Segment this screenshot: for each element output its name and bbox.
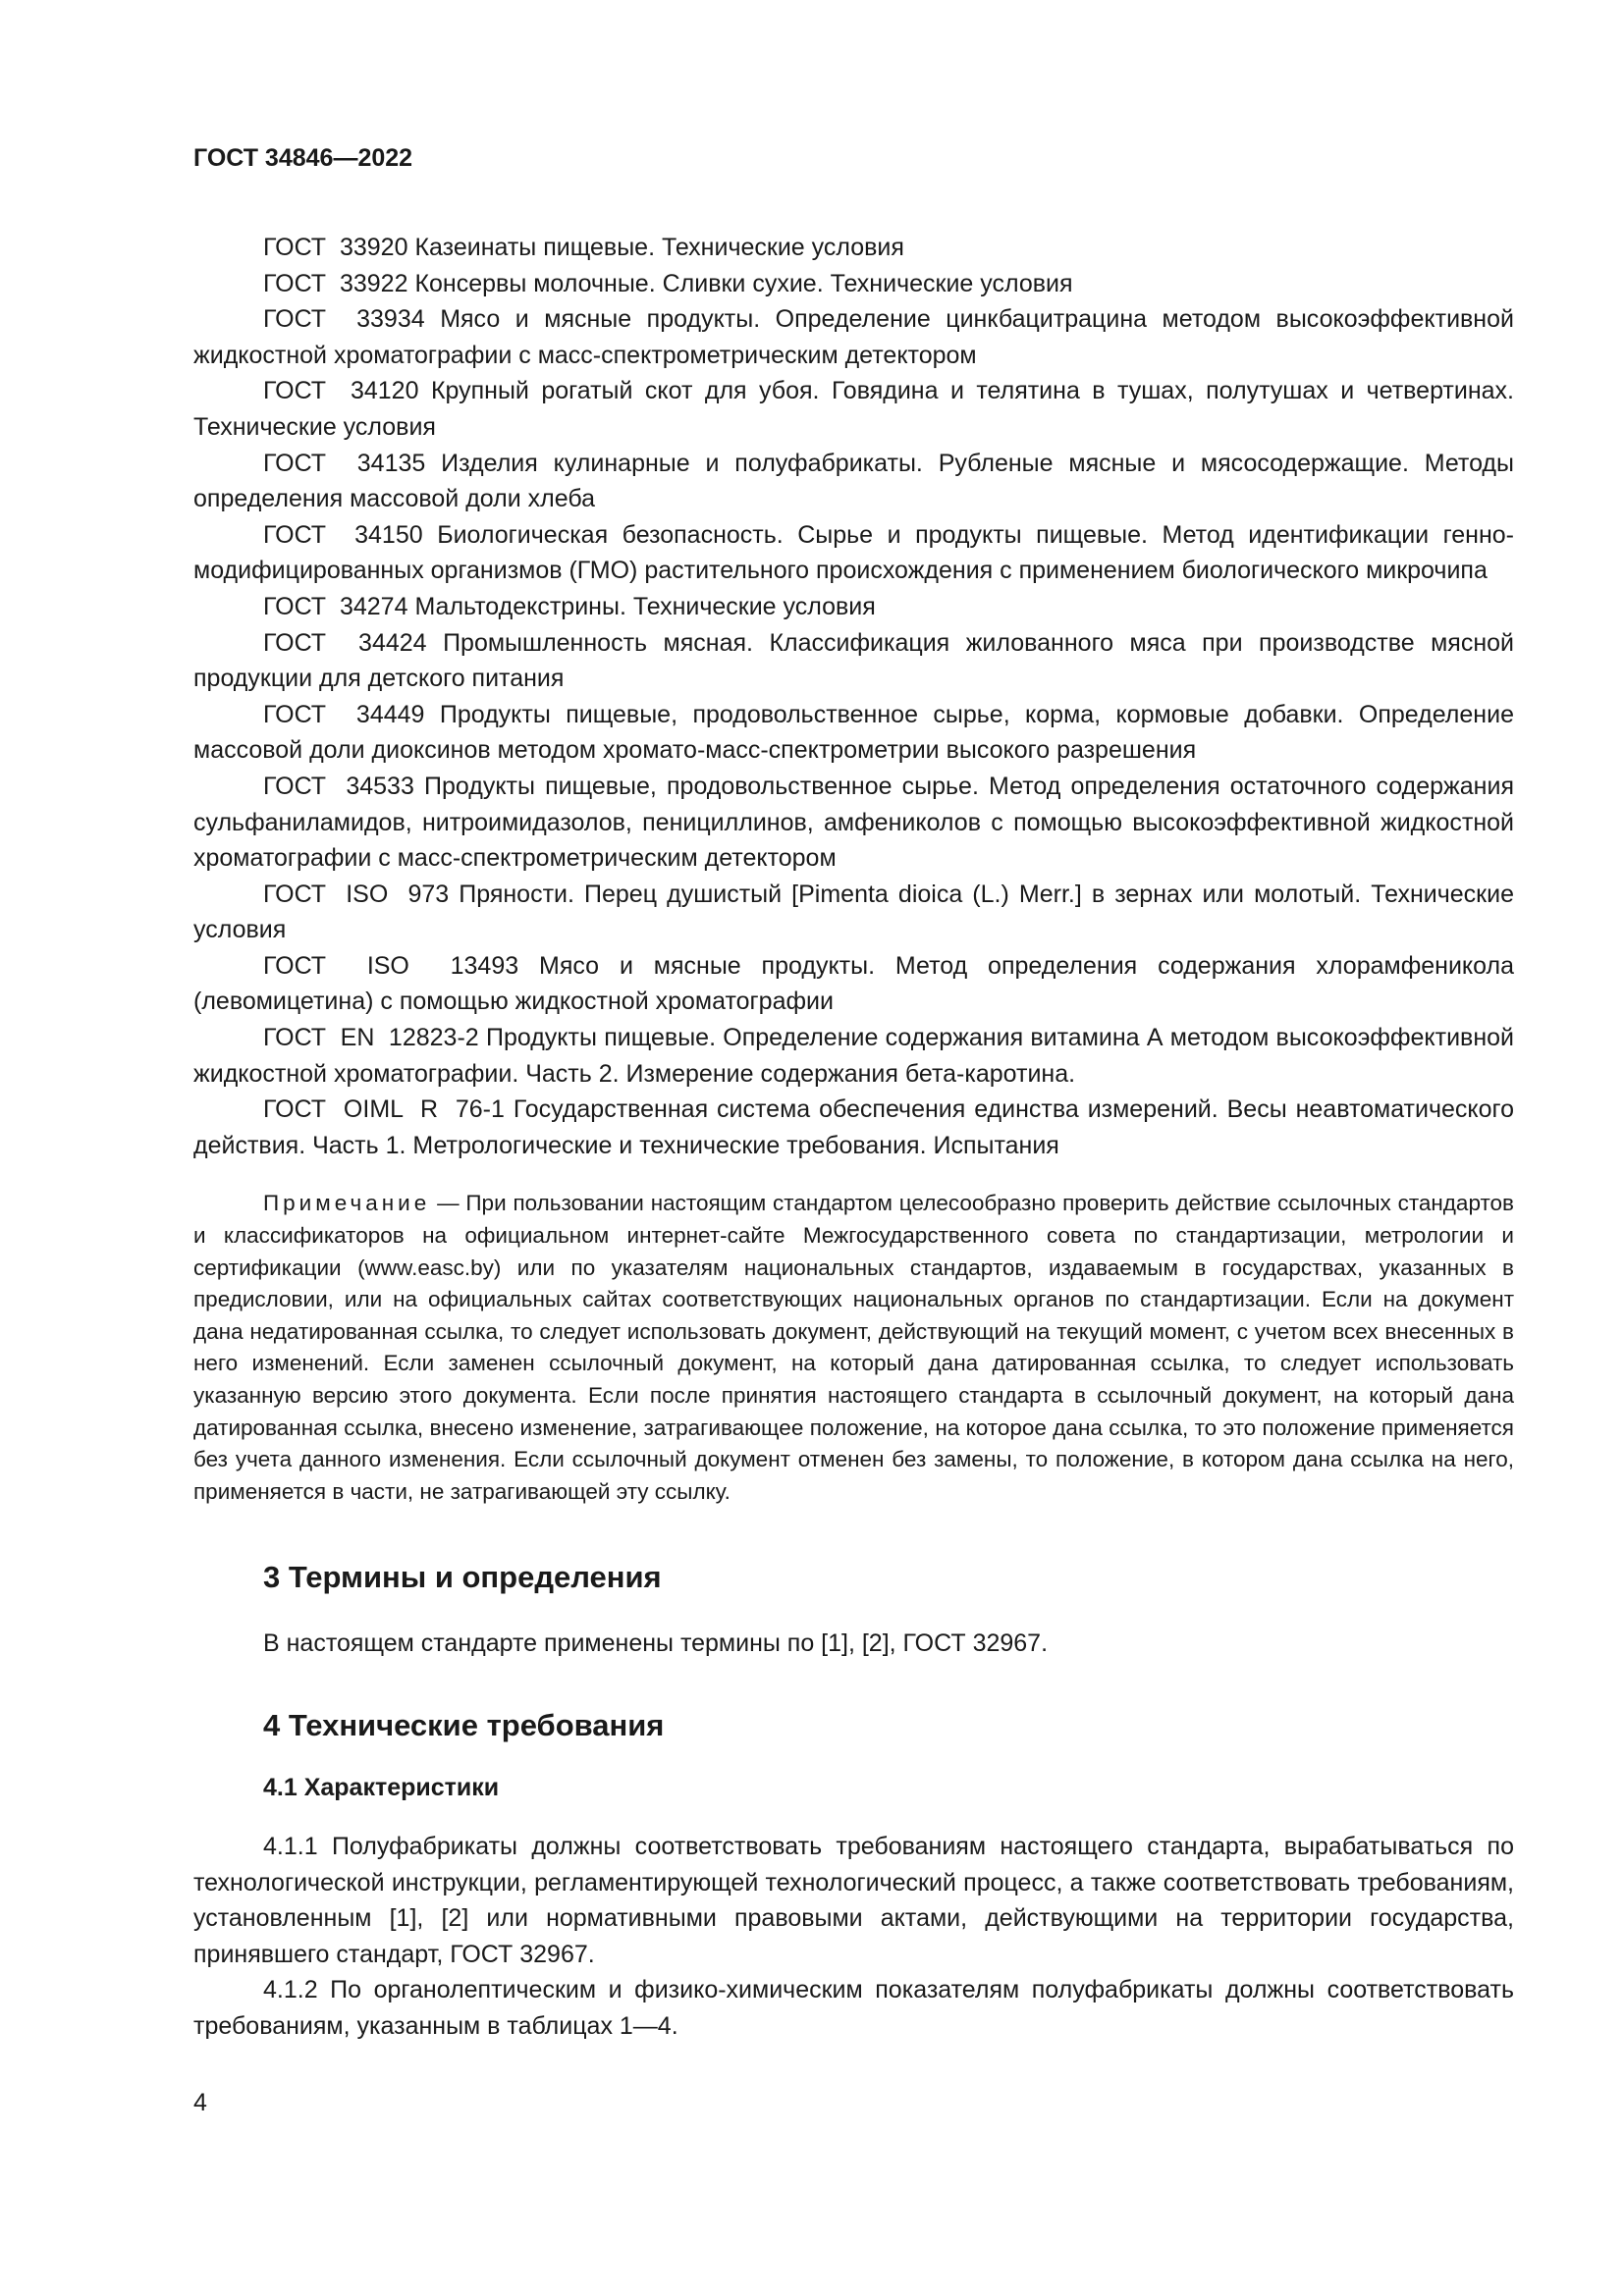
- reference-title: Пряности. Перец душистый [Pimenta dioica (L.) Merr.] в зернах или молотый. Технические условия: [193, 880, 1514, 944]
- reference-item: [193, 301, 1514, 373]
- reference-code: ГОСТ 34135: [263, 449, 426, 477]
- reference-code: ГОСТ ISO 973: [263, 880, 450, 908]
- reference-code: ГОСТ 34424: [263, 628, 427, 657]
- reference-title: Мальтодекстрины. Технические условия: [414, 592, 876, 620]
- reference-item: [193, 948, 1514, 1020]
- reference-title: Продукты пищевые. Определение содержания витамина А методом высокоэффективной жидкостной хроматографии. Часть 2. Измерение содержания бета-каротина.: [193, 1024, 1515, 1088]
- page-number: 4: [193, 2089, 207, 2116]
- reference-title: Биологическая безопасность. Сырье и продукты пищевые. Метод идентификации генно-модифицированных организмов (ГМО) растительного происхождения с применением биологического микрочипа: [193, 520, 1514, 585]
- reference-title: Промышленность мясная. Классификация жилованного мяса при производстве мясной продукции для детского питания: [193, 628, 1514, 693]
- document-header-code: ГОСТ 34846—2022: [193, 144, 413, 172]
- reference-item: [193, 230, 1514, 266]
- document-page: [193, 143, 1514, 2045]
- reference-title: Продукты пищевые, продовольственное сырье, корма, кормовые добавки. Определение массовой доли диоксинов методом хромато-масс-спектрометрии высокого разрешения: [193, 700, 1514, 765]
- reference-title: Изделия кулинарные и полуфабрикаты. Рубленые мясные и мясосодержащие. Методы определения массовой доли хлеба: [193, 449, 1514, 513]
- subsection-4-1-title: 4.1 Характеристики: [263, 1773, 500, 1801]
- reference-code: ГОСТ 33920: [263, 234, 408, 261]
- reference-item: [193, 1092, 1514, 1163]
- reference-title: Крупный рогатый скот для убоя. Говядина и телятина в тушах, полутушах и четвертинах. Технические условия: [193, 377, 1514, 441]
- reference-item: [193, 373, 1514, 445]
- reference-code: ГОСТ ISO 13493: [263, 951, 519, 980]
- reference-title: Мясо и мясные продукты. Определение цинкбацитрацина методом высокоэффективной жидкостной хроматографии с масс-спектрометрическим детектором: [193, 305, 1514, 369]
- reference-item: [193, 877, 1514, 948]
- reference-code: ГОСТ 34120: [263, 377, 419, 405]
- reference-title: Продукты пищевые, продовольственное сырье. Метод определения остаточного содержания сульфаниламидов, нитроимидазолов, пенициллинов, амфениколов с помощью высокоэффективной жидкостной хроматографии с масс-спектрометрическим детектором: [193, 772, 1514, 873]
- reference-item: [193, 625, 1514, 697]
- reference-code: ГОСТ OIML R 76-1: [263, 1095, 505, 1124]
- reference-item: [193, 266, 1514, 302]
- reference-code: ГОСТ 34150: [263, 520, 423, 549]
- section-3-title: 3 Термины и определения: [263, 1560, 662, 1595]
- reference-title: Казеинаты пищевые. Технические условия: [414, 234, 904, 261]
- reference-title: Консервы молочные. Сливки сухие. Технические условия: [414, 269, 1073, 297]
- reference-title: Мясо и мясные продукты. Метод определения содержания хлорамфеникола (левомицетина) с помощью жидкостной хроматографии: [193, 951, 1514, 1016]
- reference-item: [193, 1020, 1514, 1092]
- note-text: — При пользовании настоящим стандартом целесообразно проверить действие ссылочных стандартов и классификаторов на официальном интернет-сайте Межгосударственного совета по стандартизации, метрологии и сертификации (www.easc.by) или по указателям национальных стандартов, издаваемым в государствах, указанных в предисловии, или на официальных сайтах соответствующих национальных органов по стандартизации. Если на документ дана недатированная ссылка, то следует использовать документ, действующий на текущий момент, с учетом всех внесенных в него изменений. Если заменен ссылочный документ, на который дана датированная ссылка, то следует использовать указанную версию этого документа. Если после принятия настоящего стандарта в ссылочный документ, на который дана датированная ссылка, внесено изменение, затрагивающее положение, на которое дана ссылка, то это положение применяется без учета данного изменения. Если ссылочный документ отменен без замены, то положение, в котором дана ссылка на него, применяется в части, не затрагивающей эту ссылку.: [193, 1191, 1514, 1504]
- reference-code: ГОСТ EN 12823-2: [263, 1024, 479, 1052]
- references-note: [193, 1188, 1514, 1508]
- reference-item: [193, 697, 1514, 769]
- section-3-text: В настоящем стандарте применены термины по [1], [2], ГОСТ 32967.: [263, 1629, 1049, 1658]
- reference-code: ГОСТ 34533: [263, 772, 414, 800]
- reference-code: ГОСТ 34274: [263, 592, 408, 620]
- section-4-title: 4 Технические требования: [263, 1707, 665, 1742]
- reference-code: ГОСТ 34449: [263, 700, 425, 728]
- reference-item: [193, 446, 1514, 517]
- reference-item: [193, 769, 1514, 877]
- reference-item: [193, 589, 1514, 625]
- reference-item: [193, 517, 1514, 589]
- reference-code: ГОСТ 33922: [263, 269, 408, 297]
- paragraph-4-1-1: 4.1.1 Полуфабрикаты должны соответствовать требованиям настоящего стандарта, вырабатываться по технологической инструкции, регламентирующей технологический процесс, а также соответствовать требованиям, установленным [1], [2] или нормативными правовыми актами, действующими на территории государства, принявшего стандарт, ГОСТ 32967.: [193, 1832, 1514, 1968]
- reference-code: ГОСТ 33934: [263, 305, 425, 334]
- normative-references-list: [193, 230, 1514, 1163]
- paragraph-4-1-2: 4.1.2 По органолептическим и физико-химическим показателям полуфабрикаты должны соответствовать требованиям, указанным в таблицах 1—4.: [193, 1976, 1514, 2040]
- reference-title: Государственная система обеспечения единства измерений. Весы неавтоматического действия. Часть 1. Метрологические и технические требования. Испытания: [193, 1095, 1515, 1159]
- note-label: Примечание: [263, 1191, 431, 1216]
